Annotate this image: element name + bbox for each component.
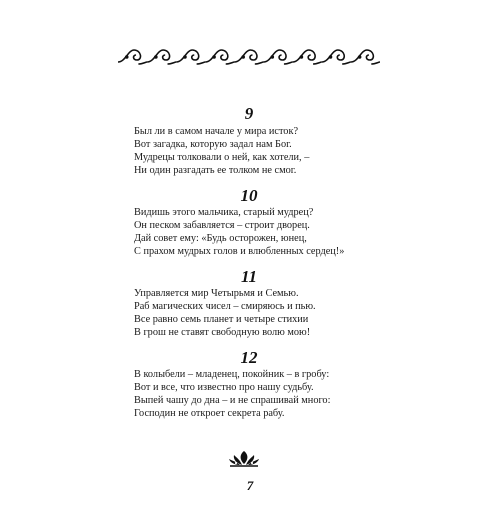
poem-line: Управляется мир Четырьмя и Семью. bbox=[134, 288, 299, 299]
wave-scroll bbox=[118, 50, 147, 64]
poem-number: 11 bbox=[240, 267, 258, 286]
wave-dot bbox=[300, 55, 304, 59]
poem-line: Ни один разгадать ее толком не смог. bbox=[134, 165, 297, 176]
wave-scroll bbox=[176, 50, 205, 64]
poem-line: Вот загадка, которую задал нам Бог. bbox=[134, 139, 292, 150]
top-wave-border-ornament bbox=[118, 44, 380, 70]
wave-dot bbox=[270, 55, 274, 59]
poem-line: В колыбели – младенец, покойник – в гробу: bbox=[134, 369, 330, 380]
wave-scroll bbox=[322, 50, 351, 64]
wave-dot bbox=[241, 55, 245, 59]
wave-dot bbox=[212, 55, 216, 59]
poem-line: Выпей чашу до дна – и не спрашивай много: bbox=[134, 395, 331, 406]
wave-dot bbox=[329, 55, 333, 59]
wave-scroll bbox=[351, 50, 380, 64]
poem-line: В грош не ставят свободную волю мою! bbox=[134, 327, 311, 338]
wave-scroll bbox=[264, 50, 293, 64]
poem-line: Мудрецы толковали о ней, как хотели, – bbox=[134, 152, 310, 163]
poem-line: Был ли в самом начале у мира исток? bbox=[134, 126, 299, 137]
poem-line: Все равно семь планет и четыре стихии bbox=[134, 314, 309, 325]
poem-line: Господин не откроет секрета рабу. bbox=[134, 408, 285, 419]
wave-scroll bbox=[147, 50, 176, 64]
poem-line: Вот и все, что известно про нашу судьбу. bbox=[134, 382, 314, 393]
wave-dot bbox=[183, 55, 187, 59]
poem-number: 10 bbox=[240, 186, 258, 205]
wave-dot bbox=[358, 55, 362, 59]
poem-line: Дай совет ему: «Будь осторожен, юнец, bbox=[134, 233, 307, 244]
wave-scroll bbox=[205, 50, 234, 64]
poem-line: Видишь этого мальчика, старый мудрец? bbox=[134, 207, 314, 218]
poem-line: С прахом мудрых голов и влюбленных сердец!» bbox=[134, 246, 345, 257]
wave-scroll bbox=[293, 50, 322, 64]
palmette-fleuron-ornament bbox=[226, 450, 262, 468]
poem-number: 9 bbox=[244, 104, 254, 123]
poem-line: Раб магических чисел – смиряюсь и пью. bbox=[134, 301, 316, 312]
poem-line: Он песком забавляется – строит дворец. bbox=[134, 220, 310, 231]
wave-dot bbox=[125, 55, 129, 59]
wave-scroll bbox=[234, 50, 263, 64]
poem-number: 12 bbox=[240, 348, 258, 367]
page-number: 7 bbox=[246, 478, 254, 493]
wave-dot bbox=[154, 55, 158, 59]
